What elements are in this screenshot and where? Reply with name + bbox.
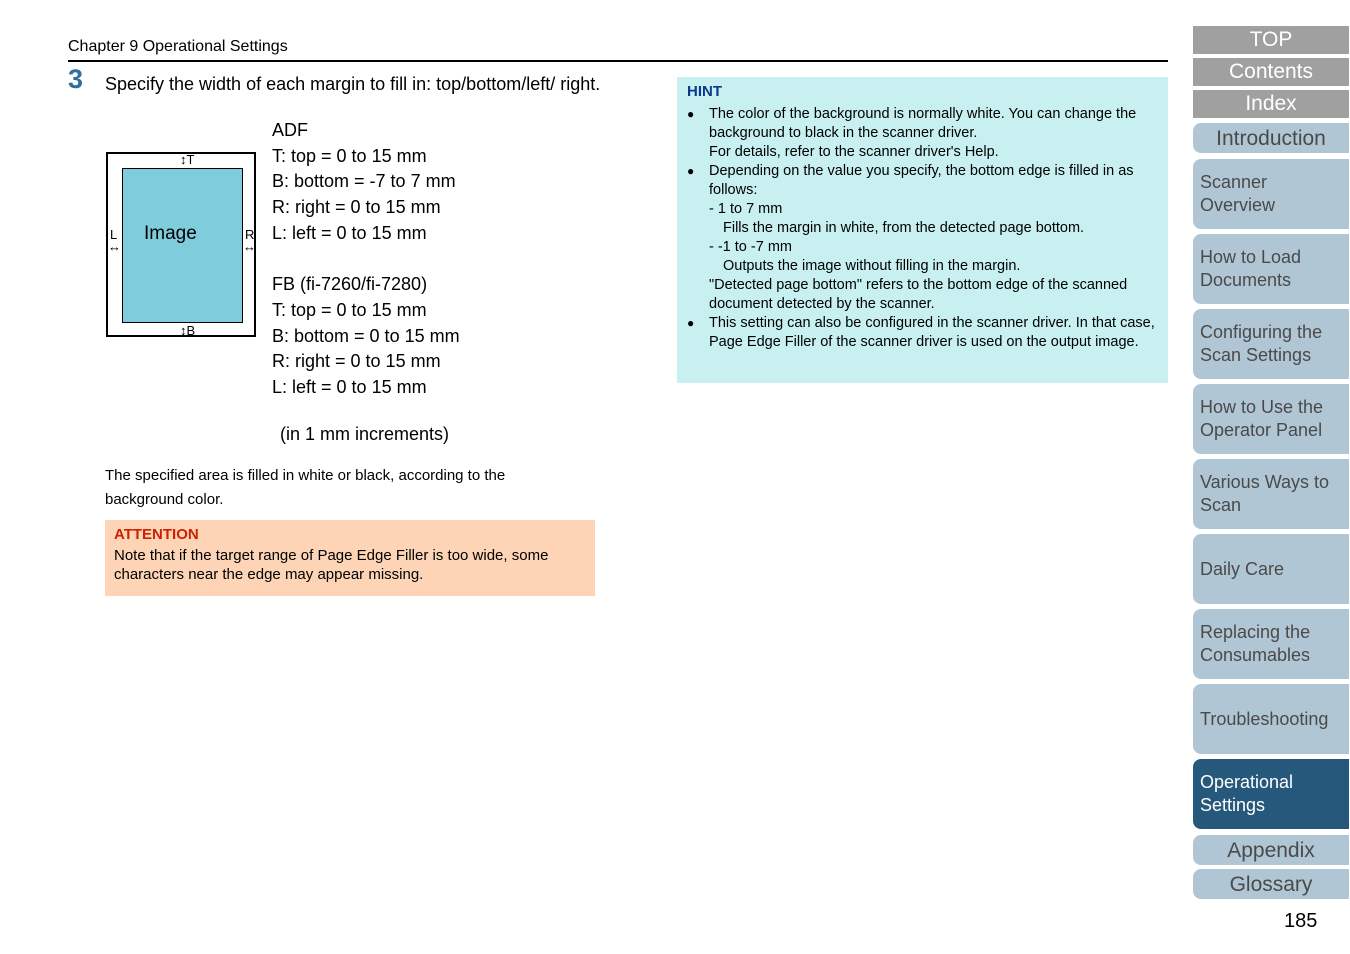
nav-tab-consumables[interactable] — [1193, 609, 1349, 679]
header-divider — [68, 60, 1168, 62]
bullet-icon: ● — [687, 107, 695, 121]
fb-title: FB (fi-7260/fi-7280) — [272, 274, 428, 295]
nav-tab-label: Scanner Overview — [1200, 172, 1276, 215]
nav-tab-label: Appendix — [1227, 838, 1315, 862]
hint-sub-label: - 1 to 7 mm — [709, 201, 783, 217]
top-margin-label: ↕T — [180, 152, 195, 167]
fb-bottom: B: bottom = 0 to 15 mm — [272, 325, 460, 346]
nav-tab-label: How to Use the Operator Panel — [1200, 397, 1324, 440]
nav-tab-daily-care[interactable] — [1193, 534, 1349, 604]
image-label: Image — [144, 223, 197, 244]
nav-tab-label: Various Ways to Scan — [1200, 472, 1330, 515]
chapter-title: Chapter 9 Operational Settings — [68, 38, 288, 55]
hint-box — [677, 77, 1168, 383]
nav-tab-appendix[interactable] — [1193, 835, 1349, 865]
bullet-icon: ● — [687, 164, 695, 178]
step-instruction: Specify the width of each margin to fill in: top/bottom/left/ right. — [105, 74, 601, 94]
hint-sub-desc: Outputs the image without filling in the margin. — [723, 258, 1021, 274]
attention-box — [105, 520, 595, 596]
nav-contents-button[interactable]: Contents — [1193, 58, 1349, 86]
margin-specs — [272, 118, 460, 401]
nav-tab-label: Replacing the Consumables — [1200, 622, 1311, 665]
adf-bottom: B: bottom = -7 to 7 mm — [272, 171, 456, 192]
step-number: 3 — [68, 64, 84, 94]
fb-left: L: left = 0 to 15 mm — [272, 376, 427, 397]
hint-text: "Detected page bottom" refers to the bottom edge of the scanned document detected by the scanner. — [709, 277, 1128, 312]
nav-tab-ways-to-scan[interactable] — [1193, 459, 1349, 529]
hint-item — [687, 105, 1158, 162]
nav-tab-scan-settings[interactable] — [1193, 309, 1349, 379]
left-margin-label: L — [110, 227, 118, 242]
nav-index-button[interactable]: Index — [1193, 90, 1349, 118]
nav-tab-label: Configuring the Scan Settings — [1200, 322, 1323, 365]
spacer — [272, 246, 460, 272]
nav-tab-label: Operational Settings — [1200, 772, 1294, 815]
attention-title: ATTENTION — [114, 526, 199, 543]
nav-tab-glossary[interactable] — [1193, 869, 1349, 899]
hint-text: The color of the background is normally white. You can change the background to black in the scanner driver. — [709, 106, 1137, 141]
nav-tab-troubleshooting[interactable] — [1193, 684, 1349, 754]
nav-tab-label: Introduction — [1216, 126, 1326, 150]
adf-title: ADF — [272, 120, 308, 140]
right-arrow-icon: ↔ — [243, 239, 256, 254]
fill-note: The specified area is filled in white or black, according to the background color. — [105, 467, 506, 508]
hint-sub-label: - -1 to -7 mm — [709, 239, 792, 255]
hint-item — [687, 162, 1158, 314]
right-margin-label: R — [245, 227, 255, 242]
nav-tab-scanner-overview[interactable] — [1193, 159, 1349, 229]
adf-right: R: right = 0 to 15 mm — [272, 197, 441, 218]
fb-top: T: top = 0 to 15 mm — [272, 299, 427, 320]
attention-body: Note that if the target range of Page Edge Filler is too wide, some characters near the edge may appear missing. — [114, 547, 549, 583]
fb-right: R: right = 0 to 15 mm — [272, 351, 441, 372]
bullet-icon: ● — [687, 316, 695, 330]
nav-tab-label: Daily Care — [1200, 558, 1285, 579]
nav-tab-load-documents[interactable] — [1193, 234, 1349, 304]
nav-tab-operator-panel[interactable] — [1193, 384, 1349, 454]
adf-left: L: left = 0 to 15 mm — [272, 222, 427, 243]
nav-top-button[interactable]: TOP — [1193, 26, 1349, 54]
hint-text: For details, refer to the scanner driver's Help. — [709, 144, 999, 160]
hint-text: Depending on the value you specify, the bottom edge is filled in as follows: — [709, 163, 1134, 198]
page-number: 185 — [1284, 910, 1318, 932]
bottom-margin-label: ↕B — [180, 323, 196, 338]
increment-note: (in 1 mm increments) — [280, 424, 450, 444]
nav-tab-introduction[interactable] — [1193, 123, 1349, 153]
nav-tab-operational-settings[interactable] — [1193, 759, 1349, 829]
left-arrow-icon: ↔ — [108, 239, 121, 254]
margin-diagram — [100, 145, 266, 345]
hint-title: HINT — [687, 83, 722, 100]
adf-top: T: top = 0 to 15 mm — [272, 145, 427, 166]
nav-tab-label: How to Load Documents — [1200, 247, 1302, 290]
hint-sub-desc: Fills the margin in white, from the detected page bottom. — [723, 220, 1085, 236]
image-area — [122, 168, 243, 323]
hint-text: This setting can also be configured in the scanner driver. In that case, Page Edge Filler of the scanner driver is used on the output image. — [709, 315, 1155, 350]
hint-item — [687, 314, 1158, 352]
nav-tab-label: Troubleshooting — [1200, 708, 1329, 729]
nav-tab-label: Glossary — [1229, 872, 1313, 896]
